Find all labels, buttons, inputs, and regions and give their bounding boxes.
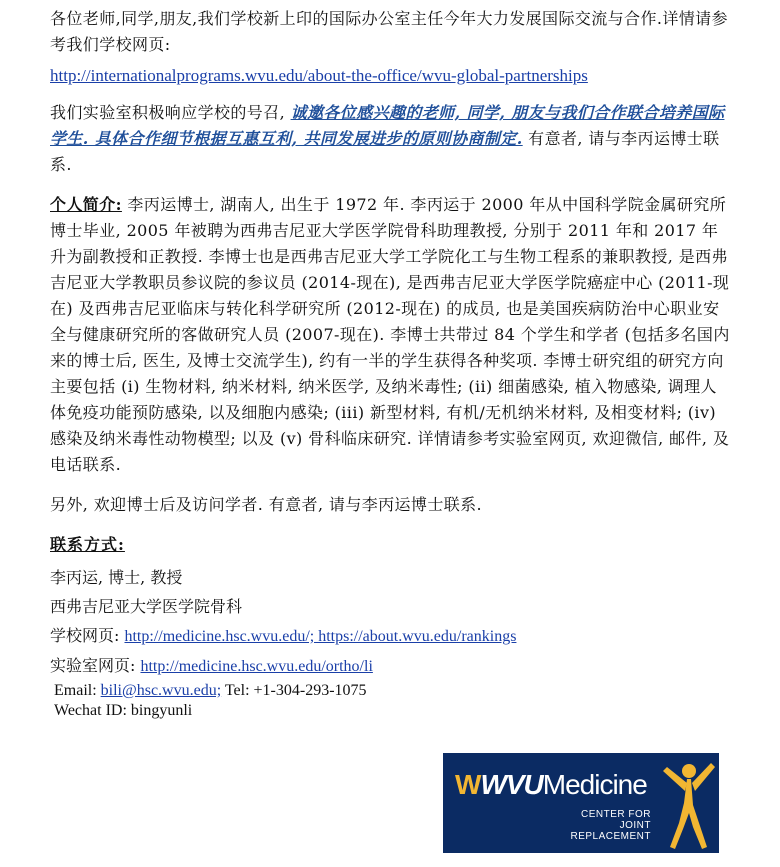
flying-wv-icon: W	[455, 769, 481, 800]
logo-subtitle	[551, 809, 651, 842]
logo-sub-line-1: CENTER FOR	[581, 809, 651, 820]
lab-link[interactable]: http://medicine.hsc.wvu.edu/ortho/li	[140, 658, 373, 675]
contact-lab-line	[50, 651, 730, 681]
contact-wechat-line: Wechat ID: bingyunli	[54, 702, 193, 719]
bio-text: 李丙运博士, 湖南人, 出生于 1972 年. 李丙运于 2000 年从中国科学院金属研究所博士毕业, 2005 年被聘为西弗吉尼亚大学医学院骨科助理教授, 分别于 2011 年和 2017 年升为副教授和正教授. 李博士也是西弗吉尼亚大学工学院化工与生物工程系的兼职教授, 是西弗吉尼亚大学教职员参议院的参议员 (2014-现在), 是西弗吉尼亚大学医学院癌症中心 (2011-现在) 及西弗吉尼亚临床与转化科学研究所 (2012-现在) 的成员, 也是美国疾病防治中心职业安全与健康研究所的客做研究人员 (2007-现在). 李博士共带过 84 个学生和学者 (包括多名国内来的博士后, 医生, 及博士交流学生), 约有一半的学生获得各种奖项. 李博士研究组的研究方向主要包括 (i) 生物材料, 纳米材料, 纳米医学, 及纳米毒性; (ii) 细菌感染, 植入物感染, 调理人体免疫功能预防感染, 以及细胞内感染; (iii) 新型材料, 有机/无机纳米材料, 及相变材料; (iv) 感染及纳米毒性动物模型; 以及 (v) 骨科临床研究. 详情请参考实验室网页, 欢迎微信, 邮件, 及电话联系.	[50, 195, 730, 474]
invite-emphasis-bold	[226, 129, 402, 148]
bio-label: 个人简介:	[50, 195, 122, 214]
contact-email-line	[54, 681, 730, 701]
school-label: 学校网页:	[50, 626, 125, 645]
logo-medicine-text: Medicine	[542, 769, 647, 800]
invite-emphasis-bold-text: 互惠互利, 共同发展进步	[225, 129, 402, 148]
school-links[interactable]: http://medicine.hsc.wvu.edu/; https://about.wvu.edu/rankings	[124, 628, 517, 645]
invite-after: 有意者, 请与李丙运博士联系.	[50, 129, 720, 174]
email-link[interactable]: bili@hsc.wvu.edu;	[100, 682, 222, 699]
invite-paragraph	[50, 100, 730, 178]
invite-emphasis-1: 诚邀各位感兴趣的老师, 同学, 朋友与我们合作联合培养国际学生. 具体合作细节根据	[50, 103, 725, 148]
logo-sub-line-2: JOINT REPLACEMENT	[570, 820, 651, 842]
invite-emphasis-2: 的原则协商制定.	[401, 129, 523, 148]
international-programs-link[interactable]: http://internationalprograms.wvu.edu/about-the-office/wvu-global-partnerships	[50, 66, 588, 85]
runner-figure-icon	[657, 757, 717, 853]
logo-wvu-text: WVU	[480, 769, 543, 800]
tel-text: Tel: +1-304-293-1075	[221, 682, 367, 699]
document-body	[50, 6, 730, 721]
wvu-medicine-logo	[443, 753, 719, 853]
postdoc-paragraph: 另外, 欢迎博士后及访问学者. 有意者, 请与李丙运博士联系.	[50, 495, 483, 514]
logo-wordmark	[455, 769, 647, 801]
intro-url-line	[50, 64, 730, 88]
invite-before: 我们实验室积极响应学校的号召,	[50, 103, 291, 122]
contact-name: 李丙运, 博士, 教授	[50, 568, 183, 587]
email-label: Email:	[54, 682, 101, 699]
intro-paragraph: 各位老师,同学,朋友,我们学校新上印的国际办公室主任今年大力发展国际交流与合作.详情请参考我们学校网页:	[50, 9, 728, 54]
contact-heading: 联系方式:	[50, 535, 125, 554]
lab-label: 实验室网页:	[50, 656, 141, 675]
contact-school-line	[50, 621, 730, 651]
contact-dept: 西弗吉尼亚大学医学院骨科	[50, 597, 243, 616]
bio-paragraph	[50, 192, 730, 478]
